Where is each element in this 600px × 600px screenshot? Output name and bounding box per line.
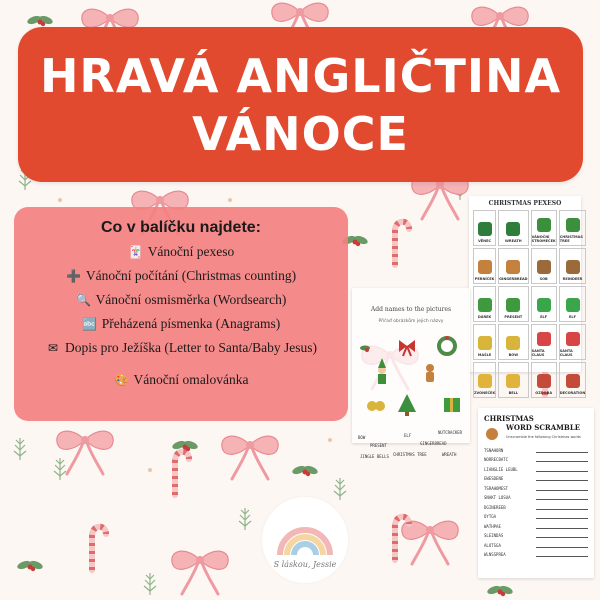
brand-logo [262, 497, 348, 583]
contents-list [22, 240, 340, 392]
pexeso-card-label: ELF [569, 315, 577, 319]
pexeso-card-picture [506, 298, 520, 312]
label-word: BOW [358, 435, 366, 440]
list-item-text: Vánoční počítání (Christmas counting) [85, 268, 297, 283]
scramble-row [484, 548, 588, 558]
label-word: CHRISTMAS TREE [393, 452, 427, 457]
gingerbread-icon [426, 364, 434, 382]
scramble-title-line-2: WORD SCRAMBLE [506, 423, 581, 432]
labels-sheet-title: Add names to the pictures [370, 306, 452, 313]
answer-line [536, 466, 588, 472]
pexeso-card-picture [478, 260, 492, 274]
answer-line [536, 513, 588, 519]
list-item-text: Přeházená písmenka (Anagrams) [101, 316, 281, 331]
pexeso-card-label: PRESENT [504, 315, 523, 319]
scramble-title-line-1: CHRISTMAS [484, 414, 534, 423]
pexeso-card-label: DECORATION [559, 391, 586, 395]
list-item [22, 288, 340, 312]
list-item [22, 312, 340, 336]
bow-icon [399, 340, 415, 356]
scramble-row [484, 529, 588, 539]
elf-icon [378, 358, 386, 384]
scramble-row [484, 462, 588, 472]
pexeso-grid [473, 210, 586, 398]
scrambled-word: SLEINDAS [484, 533, 504, 538]
pexeso-card-picture [506, 260, 520, 274]
pexeso-card-label: PERNÍČEK [474, 277, 495, 281]
pexeso-card [473, 362, 496, 398]
list-item [22, 368, 340, 392]
pexeso-card [473, 286, 496, 322]
pexeso-card-label: BOW [508, 353, 519, 357]
list-item [22, 264, 340, 288]
pexeso-card-label: BELL [508, 391, 519, 395]
pexeso-card-label: WREATH [505, 239, 522, 243]
pexeso-card-picture [478, 374, 492, 388]
pexeso-card-picture [566, 298, 580, 312]
answer-line [536, 475, 588, 481]
label-word: ELF [404, 433, 412, 438]
pexeso-card-picture [537, 218, 551, 232]
scrambled-word: TSNAHORN [484, 447, 504, 453]
pexeso-card [498, 362, 528, 398]
pexeso-card [559, 286, 587, 322]
pexeso-card-label: SANTA CLAUS [531, 349, 545, 357]
pexeso-card [531, 362, 557, 398]
pexeso-card-picture [566, 332, 580, 346]
scrambled-word: EWESDENE [484, 476, 504, 481]
label-word: WREATH [442, 452, 457, 457]
pexeso-card [559, 362, 587, 398]
scrambled-word: NORRECBATC [484, 457, 509, 462]
gingerbread-icon [486, 428, 498, 440]
scramble-row [484, 500, 588, 510]
pexeso-card-label: REINDEER [562, 277, 583, 281]
answer-line [536, 447, 588, 453]
scrambled-word: OYTGA [484, 514, 497, 519]
list-item-text: Vánoční pexeso [147, 244, 235, 259]
pexeso-card-label: MAŠLE [477, 353, 492, 357]
answer-line [536, 504, 588, 510]
pexeso-card-label: CHRISTMAS TREE [559, 235, 583, 243]
scramble-subtitle: Unscramble the following Christmas words [506, 435, 581, 439]
tree-icon [398, 394, 416, 416]
labels-worksheet-preview [352, 288, 470, 443]
pexeso-card-picture [537, 332, 551, 346]
list-item-text: Dopis pro Ježíška (Letter to Santa/Baby Jesus) [65, 340, 317, 355]
pexeso-card-label: DÁREK [477, 315, 492, 319]
wreath-icon [439, 336, 455, 354]
pexeso-card [473, 248, 496, 284]
pexeso-card [498, 210, 528, 246]
scramble-row [484, 472, 588, 482]
package-contents-box [14, 207, 348, 421]
scramble-row [484, 519, 588, 529]
scramble-row [484, 453, 588, 463]
pexeso-card-picture [506, 222, 520, 236]
answer-line [536, 542, 588, 548]
scrambled-word: ALOTSGA [484, 542, 501, 548]
holly-icon [360, 346, 370, 353]
scrambled-word: SNAKT LOSUA [484, 495, 511, 500]
pexeso-card [473, 210, 496, 246]
pexeso-card-picture [537, 298, 551, 312]
title-banner [18, 27, 583, 182]
answer-line [536, 494, 588, 500]
pexeso-card-label: VĚNEC [478, 239, 492, 243]
pexeso-card-picture [566, 218, 580, 232]
scrambled-word: TSRAHOMEST [484, 485, 509, 491]
pexeso-card [559, 210, 587, 246]
pexeso-card-picture [506, 374, 520, 388]
pexeso-card-label: ELF [540, 315, 548, 319]
joker-card-icon: 🃏 [128, 245, 144, 259]
pexeso-card-label: VÁNOČNÍ STROMEČEK [531, 235, 556, 243]
answer-line [536, 532, 588, 538]
scrambled-word: WATHPAE [484, 523, 501, 529]
scramble-row [484, 481, 588, 491]
pexeso-card-picture [478, 336, 492, 350]
bells-icon [367, 401, 385, 411]
pexeso-card-label: SANTA CLAUS [559, 349, 573, 357]
present-icon [444, 398, 460, 412]
pexeso-title: CHRISTMAS PEXESO [488, 200, 562, 207]
answer-line [536, 551, 588, 557]
pexeso-card-picture [506, 336, 520, 350]
pexeso-worksheet-preview [469, 196, 586, 395]
scramble-row [484, 510, 588, 520]
title-line-1: HRAVÁ ANGLIČTINA [39, 48, 562, 103]
pexeso-card-label: OZDOBA [535, 391, 553, 395]
pexeso-card-picture [537, 374, 551, 388]
plus-icon: ➕ [66, 269, 82, 283]
scramble-row [484, 491, 588, 501]
pexeso-card [473, 324, 496, 360]
pexeso-card-picture [478, 222, 492, 236]
pexeso-card-picture [566, 260, 580, 274]
list-item [22, 240, 340, 264]
label-word: JINGLE BELLS [360, 454, 389, 459]
contents-heading: Co v balíčku najdete: [100, 219, 262, 236]
label-word: PRESENT [370, 443, 387, 448]
pexeso-card [531, 286, 557, 322]
pexeso-card-picture [566, 374, 580, 388]
answer-line [536, 523, 588, 529]
list-item-text: Vánoční omalovánka [133, 372, 249, 387]
palette-icon: 🎨 [113, 373, 129, 387]
pexeso-card [559, 324, 587, 360]
list-item [22, 336, 340, 360]
scramble-row [484, 538, 588, 548]
pexeso-card-picture [537, 260, 551, 274]
envelope-icon: ✉ [47, 341, 59, 355]
magnifier-icon: 🔍 [76, 293, 92, 307]
title-line-2: VÁNOCE [192, 106, 409, 161]
pexeso-card [498, 286, 528, 322]
labels-sheet-pictures [352, 288, 470, 443]
pexeso-card [559, 248, 587, 284]
answer-line [536, 485, 588, 491]
scramble-row [484, 443, 588, 453]
scrambled-word: LIANGLIE LEUBL [484, 466, 518, 472]
list-item-text: Vánoční osmisměrka (Wordsearch) [95, 292, 287, 307]
pexeso-card [498, 248, 528, 284]
scramble-list [484, 443, 588, 557]
pexeso-card-picture [478, 298, 492, 312]
abc-icon: 🔤 [82, 317, 98, 331]
pexeso-card [498, 324, 528, 360]
word-scramble-worksheet-preview [478, 408, 594, 578]
label-word: NUTCRACKER [438, 430, 463, 435]
pexeso-card-label: GINGERBREAD [499, 277, 528, 281]
labels-sheet-subtitle: Přiřaď obrázkům jejich názvy [378, 319, 444, 324]
scrambled-word: DGINEREEB [484, 504, 506, 510]
rainbow-icon [262, 497, 348, 583]
logo-text: S láskou, Jessie [273, 560, 337, 569]
pexeso-card-label: SOB [539, 277, 548, 281]
answer-line [536, 456, 588, 462]
pexeso-card-label: ZVONEČEK [474, 391, 496, 395]
label-word: GINGERBREAD [420, 441, 447, 446]
pexeso-card [531, 248, 557, 284]
pexeso-card [531, 210, 557, 246]
scrambled-word: WLNSSPREA [484, 552, 506, 557]
pexeso-card [531, 324, 557, 360]
